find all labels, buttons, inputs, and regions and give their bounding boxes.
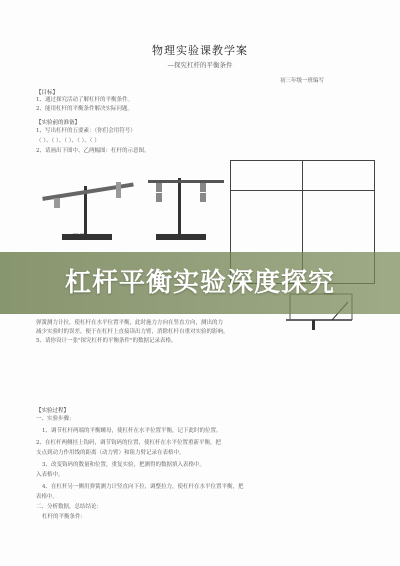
table-divider-horizontal <box>231 190 374 191</box>
process-line: 支点到动力作用线的距离（动力臂）和阻力臂记录在表格中。 <box>36 450 185 456</box>
document-subtitle: —探究杠杆的平衡条件 <box>167 61 233 69</box>
process-line: 2、在杠杆两侧挂上钩码，调节钩码的位置，使杠杆在水平位置重新平衡，把 <box>36 440 222 446</box>
title-banner <box>0 252 400 314</box>
banner-title: 杠杆平衡实验深度探究 <box>64 268 335 298</box>
process-line: 4、在杠杆另一侧用弹簧测力计竖直向下拉，调整拉力，使杠杆在水平位置平衡，把 <box>42 484 244 490</box>
section-goal: 【目标】 <box>36 90 59 96</box>
process-line: 3、改变钩码的数量和位置，重复实验，把测得的数据填入表格中。 <box>42 462 206 468</box>
prep-line: 1、写出杠杆的五要素：（你们会用符号） <box>36 128 136 134</box>
goal-line: 1、通过探究活动了解杠杆的平衡条件。 <box>36 97 134 103</box>
document-title: 物理实验课教学案 <box>152 44 248 57</box>
prep-line: 2、请画出下图中、乙两幅图：杠杆的示意图。 <box>36 148 150 154</box>
question-line: 减少实验时的误差，便于在杠杆上直接读出力臂，消除杠杆自重对实验的影响。 <box>36 329 229 335</box>
goal-line: 2、能用杠杆的平衡条件解决实际问题。 <box>36 106 134 112</box>
section-process: 【实验过程】 <box>36 408 70 414</box>
process-line: 杠杆的平衡条件： <box>42 514 87 520</box>
process-line: 表格中。 <box>36 494 59 500</box>
document-meta: 初三年级一班编写 <box>280 78 325 84</box>
lever-figure-b <box>146 168 226 248</box>
figure-label: 甲乙 <box>72 233 86 241</box>
process-line: 入表格中。 <box>36 472 64 478</box>
question-line: 5、请你设计一张"探究杠杆的平衡条件"的数据记录表格。 <box>36 338 177 344</box>
lever-figure-a <box>40 168 140 248</box>
document-subtitle-row <box>0 60 400 69</box>
question-line: 弹簧测力计拉，使杠杆在水平位置平衡，此时施力方向在竖直方向，测出的力 <box>36 320 224 326</box>
section-prep: 【实验前的准备】 <box>36 120 81 126</box>
process-line: 1、调节杠杆两端的平衡螺母，使杠杆在水平位置平衡，记下此时的位置。 <box>42 428 222 434</box>
process-line: 二、分析数据，总结结论： <box>36 504 103 510</box>
prep-line: （ ）、（ ）、（ ）、（ ）、（ ） <box>36 138 100 144</box>
process-line: 一、实验步骤： <box>36 416 75 422</box>
